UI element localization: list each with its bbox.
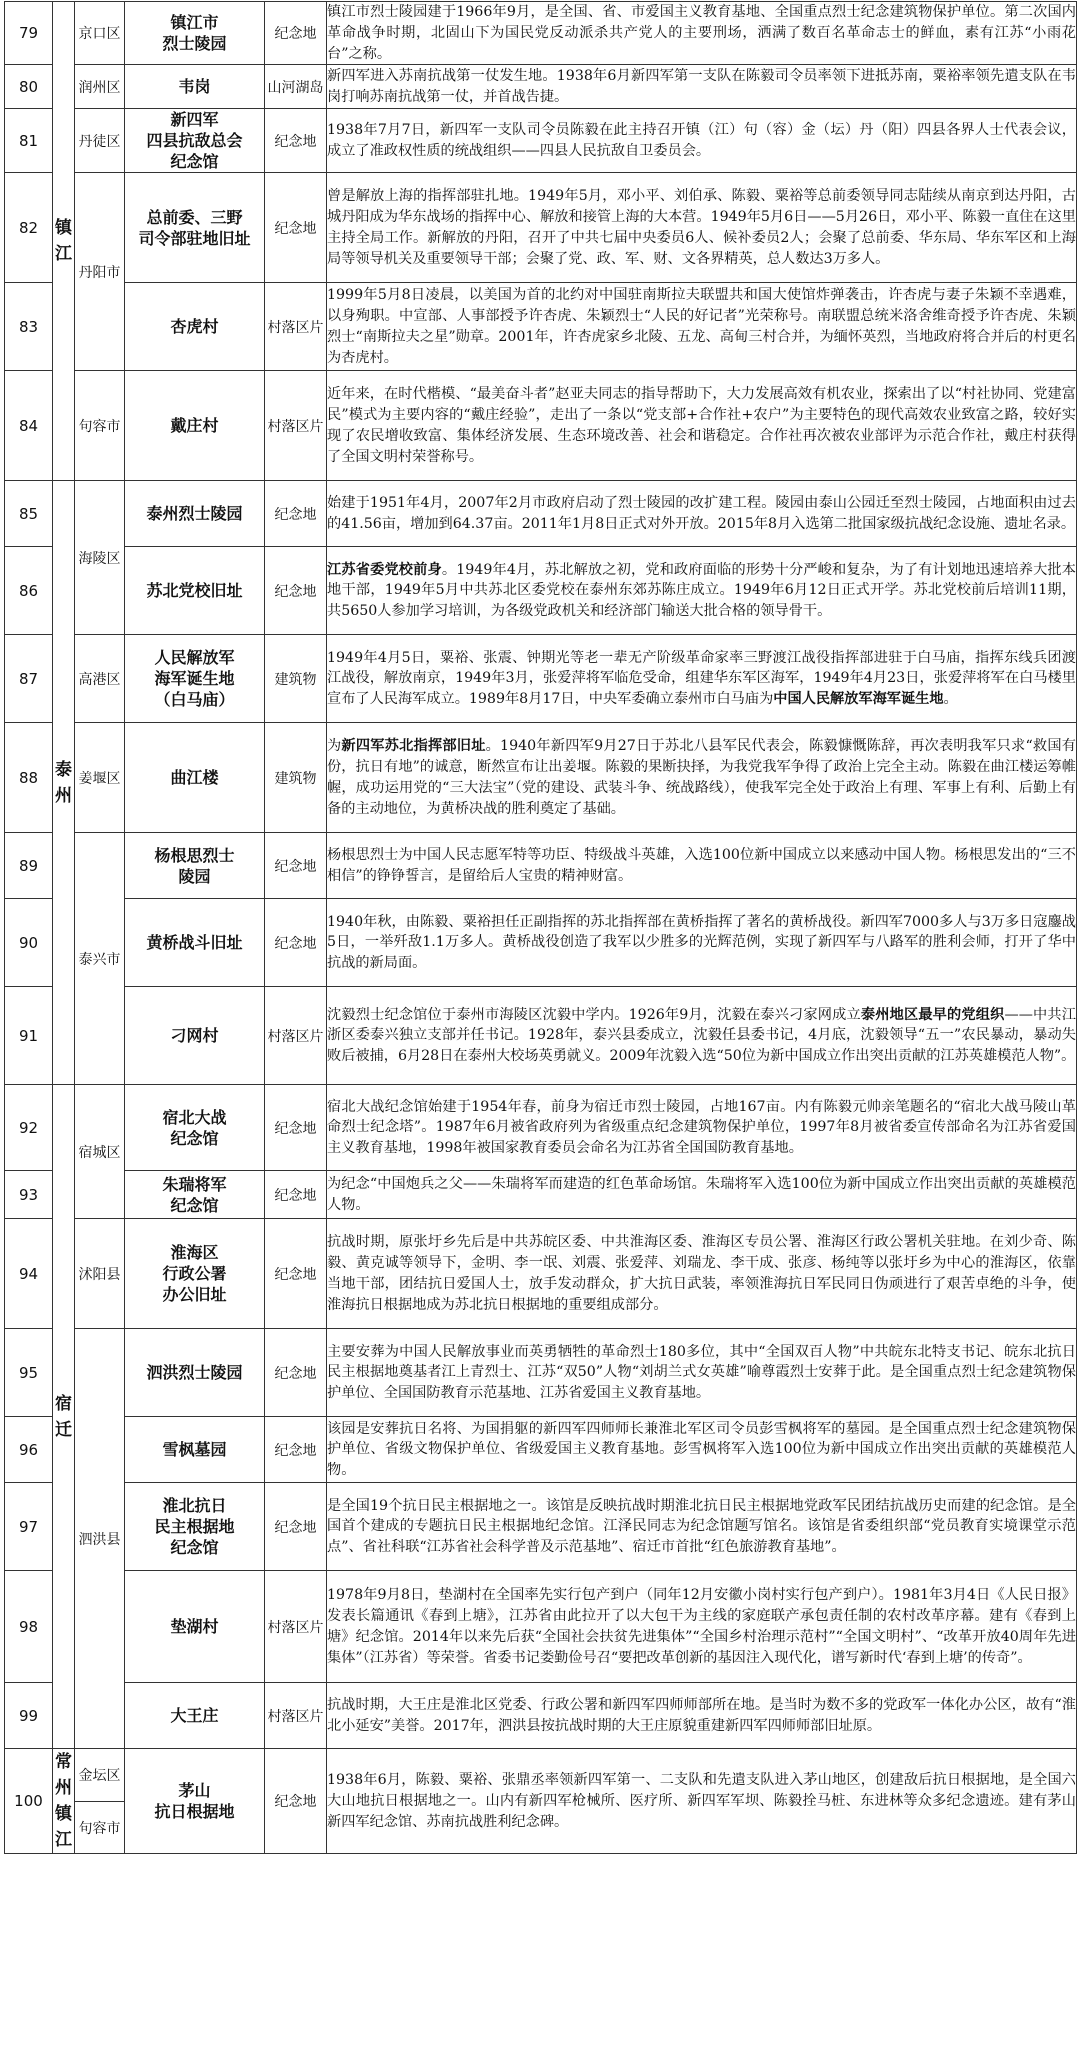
table-row: [5, 987, 1077, 1085]
site-name: 新四军 四县抗敌总会 纪念馆: [125, 109, 265, 173]
district-cell: 宿城区: [75, 1085, 125, 1219]
site-description: 始建于1951年4月，2007年2月市政府启动了烈士陵园的改扩建工程。陵园由泰山公园迁至烈士陵园，占地面积由过去的41.56亩，增加到64.37亩。2011年1月8日正式对外开放。2015年8月入选第二批国家级抗战纪念设施、遗址名录。: [327, 481, 1077, 547]
row-number: 90: [5, 899, 53, 987]
site-description: 主要安葬为中国人民解放事业而英勇牺牲的革命烈士180多位，其中“全国双百人物”中共皖东北特支书记、皖东北抗日民主根据地奠基者江上青烈士、江苏“双50”人物“刘胡兰式女英雄”喻尊霞烈士安葬于此。是全国重点烈士纪念建筑物保护单位、全国国防教育示范基地、江苏省爱国主义教育基地。: [327, 1329, 1077, 1417]
site-type: 山河湖岛: [265, 65, 327, 109]
row-number: 94: [5, 1219, 53, 1329]
table-row: [5, 1085, 1077, 1171]
row-number: 93: [5, 1171, 53, 1219]
site-type: 纪念地: [265, 109, 327, 173]
district-cell: 姜堰区: [75, 723, 125, 833]
site-name: 人民解放军 海军诞生地 （白马庙）: [125, 635, 265, 723]
row-number: 81: [5, 109, 53, 173]
site-name: 杨根思烈士 陵园: [125, 833, 265, 899]
site-name: 雪枫墓园: [125, 1417, 265, 1483]
site-description: 为纪念“中国炮兵之父——朱瑞将军而建造的红色革命场馆。朱瑞将军入选100位为新中国成立作出突出贡献的英雄模范人物。: [327, 1171, 1077, 1219]
site-type: 纪念地: [265, 547, 327, 635]
district-cell: 京口区: [75, 2, 125, 65]
site-name: 大王庄: [125, 1683, 265, 1749]
site-description: 1999年5月8日凌晨，以美国为首的北约对中国驻南斯拉夫联盟共和国大使馆炸弹袭击，许杏虎与妻子朱颖不幸遇难，以身殉职。中宣部、人事部授予许杏虎、朱颖烈士“人民的好记者”光荣称号。南联盟总统米洛舍维奇授予许杏虎、朱颖烈士“南斯拉夫之星”勋章。2001年，许杏虎家乡北陵、五龙、高甸三村合并，为缅怀英烈，当地政府将合并后的村更名为杏虎村。: [327, 283, 1077, 371]
district-cell: 句容市: [75, 371, 125, 481]
row-number: 83: [5, 283, 53, 371]
site-name: 杏虎村: [125, 283, 265, 371]
site-type: 村落区片: [265, 283, 327, 371]
table-row: [5, 1329, 1077, 1417]
description-text: ——中共江浙区委泰兴独立支部并任书记。1928年，泰兴县委成立，沈毅任县委书记，4月底，沈毅领导“五一”农民暴动，暴动失败后被捕，6月28日在泰州大校场英勇就义。2009年沈毅入选“50位为新中国成立作出突出贡献的江苏英雄模范人物”。: [327, 1006, 1076, 1065]
site-type: 纪念地: [265, 1483, 327, 1571]
district-cell: 句容市: [75, 1801, 125, 1854]
site-description: 宿北大战纪念馆始建于1954年春，前身为宿迁市烈士陵园，占地167亩。内有陈毅元帅亲笔题名的“宿北大战马陵山革命烈士纪念塔”。1987年6月被省政府列为省级重点纪念建筑物保护单位，1997年8月被省委宣传部命名为江苏省爱国主义教育基地，1998年被国家教育委员会命名为江苏省全国国防教育基地。: [327, 1085, 1077, 1171]
site-description: [327, 723, 1077, 833]
site-type: 纪念地: [265, 1219, 327, 1329]
description-highlight: 江苏省委党校前身: [327, 561, 442, 578]
site-description: [327, 635, 1077, 723]
site-type: 村落区片: [265, 1683, 327, 1749]
table-row: [5, 371, 1077, 481]
site-name: 泰州烈士陵园: [125, 481, 265, 547]
city-cell: [53, 481, 75, 1085]
row-number: 85: [5, 481, 53, 547]
table-row: [5, 723, 1077, 833]
row-number: 97: [5, 1483, 53, 1571]
row-number: 79: [5, 2, 53, 65]
description-tail: 。: [943, 691, 958, 708]
table-row: [5, 65, 1077, 109]
table-row: [5, 2, 1077, 65]
site-description: 1978年9月8日，垫湖村在全国率先实行包产到户（同年12月安徽小岗村实行包产到户）。1981年3月4日《人民日报》发表长篇通讯《春到上塘》，江苏省由此拉开了以大包干为主线的家庭联产承包责任制的农村改革序幕。建有《春到上塘》纪念馆。2014年以来先后获“全国社会扶贫先进集体”“全国乡村治理示范村”“全国文明村”、“改革开放40周年先进集体”（江苏省）等荣誉。省委书记娄勤俭号召“要把改革创新的基因注入现代化，谱写新时代‘春到上塘’的传奇”。: [327, 1571, 1077, 1683]
site-type: 纪念地: [265, 481, 327, 547]
site-name: 镇江市 烈士陵园: [125, 2, 265, 65]
table-row: [5, 1683, 1077, 1749]
site-type: 纪念地: [265, 833, 327, 899]
site-type: 纪念地: [265, 1171, 327, 1219]
site-type: 纪念地: [265, 173, 327, 283]
site-description: 新四军进入苏南抗战第一仗发生地。1938年6月新四军第一支队在陈毅司令员率领下进抵苏南，粟裕率领先遣支队在韦岗打响苏南抗战第一仗，并首战告捷。: [327, 65, 1077, 109]
table-row: [5, 1483, 1077, 1571]
district-cell: 丹阳市: [75, 173, 125, 371]
city-cell: [53, 2, 75, 481]
site-name: 总前委、三野 司令部驻地旧址: [125, 173, 265, 283]
table-row: [5, 1417, 1077, 1483]
row-number: 100: [5, 1749, 53, 1854]
row-number: 84: [5, 371, 53, 481]
table-row: [5, 635, 1077, 723]
district-cell: 润州区: [75, 65, 125, 109]
site-description: 是全国19个抗日民主根据地之一。该馆是反映抗战时期淮北抗日民主根据地党政军民团结抗战历史而建的纪念馆。是全国首个建成的专题抗日民主根据地纪念馆。江泽民同志为纪念馆题写馆名。该馆是省委组织部“党员教育实境课堂示范点”、省社科联“江苏省社会科学普及示范基地”、宿迁市首批“红色旅游教育基地”。: [327, 1483, 1077, 1571]
site-name: 戴庄村: [125, 371, 265, 481]
district-cell: 金坛区: [75, 1749, 125, 1802]
site-description: 杨根思烈士为中国人民志愿军特等功臣、特级战斗英雄，入选100位新中国成立以来感动中国人物。杨根思发出的“三不相信”的铮铮誓言，是留给后人宝贵的精神财富。: [327, 833, 1077, 899]
row-number: 88: [5, 723, 53, 833]
city-label: 镇江: [55, 218, 72, 265]
description-highlight: 泰州地区最早的党组织: [860, 1006, 1005, 1023]
site-type: 纪念地: [265, 1329, 327, 1417]
site-description: 1938年7月7日，新四军一支队司令员陈毅在此主持召开镇（江）句（容）金（坛）丹（阳）四县各界人士代表会议，成立了准政权性质的统战组织——四县人民抗敌自卫委员会。: [327, 109, 1077, 173]
site-type: 纪念地: [265, 1417, 327, 1483]
site-type: 村落区片: [265, 1571, 327, 1683]
row-number: 82: [5, 173, 53, 283]
site-name: 淮海区 行政公署 办公旧址: [125, 1219, 265, 1329]
site-description: 曾是解放上海的指挥部驻扎地。1949年5月，邓小平、刘伯承、陈毅、粟裕等总前委领导同志陆续从南京到达丹阳，古城丹阳成为华东战场的指挥中心、解放和接管上海的大本营。1949年5月6日——5月26日，邓小平、陈毅一直住在这里主持全局工作。新解放的丹阳，召开了中共七届中央委员6人、候补委员2人；会聚了总前委、华东局、华东军区和上海局等领导机关及重要领导干部；会聚了党、政、军、财、文各界精英，总人数达3万多人。: [327, 173, 1077, 283]
site-name: 垫湖村: [125, 1571, 265, 1683]
description-highlight: 新四军苏北指挥部旧址: [341, 738, 486, 755]
row-number: 92: [5, 1085, 53, 1171]
row-number: 91: [5, 987, 53, 1085]
site-description: 1940年秋，由陈毅、粟裕担任正副指挥的苏北指挥部在黄桥指挥了著名的黄桥战役。新四军7000多人与3万多日寇鏖战5日，一举歼敌1.1万多人。黄桥战役创造了我军以少胜多的光辉范例，实现了新四军与八路军的胜利会师，打开了华中抗战的新局面。: [327, 899, 1077, 987]
site-name: 刁网村: [125, 987, 265, 1085]
site-type: 建筑物: [265, 635, 327, 723]
city-cell: [53, 1749, 75, 1854]
district-cell: 海陵区: [75, 481, 125, 635]
site-description: 该园是安葬抗日名将、为国捐躯的新四军四师师长兼淮北军区司令员彭雪枫将军的墓园。是全国重点烈士纪念建筑物保护单位、省级文物保护单位、省级爱国主义教育基地。彭雪枫将军入选100位为新中国成立作出突出贡献的英雄模范人物。: [327, 1417, 1077, 1483]
description-text: 。1940年新四军9月27日于苏北八县军民代表会，陈毅慷慨陈辞，再次表明我军只求“救国有份，抗日有地”的诚意，断然宣布让出姜堰。陈毅的果断抉择，为我党我军争得了政治上完全主动。陈毅在曲江楼运筹帷幄，成功运用党的“三大法宝”（党的建设、武装斗争、统战路线），使我军完全处于政治上有理、军事上有利、后勤上有备的主动地位，为黄桥决战的胜利奠定了基础。: [327, 738, 1076, 817]
site-type: 纪念地: [265, 2, 327, 65]
table-row: [5, 109, 1077, 173]
district-cell: 沭阳县: [75, 1219, 125, 1329]
site-type: 纪念地: [265, 1749, 327, 1854]
site-name: 苏北党校旧址: [125, 547, 265, 635]
district-cell: 高港区: [75, 635, 125, 723]
site-description: 抗战时期，原张圩乡先后是中共苏皖区委、中共淮海区委、淮海区专员公署、淮海区行政公署机关驻地。在刘少奇、陈毅、黄克诚等领导下，金明、李一氓、刘震、张爱萍、刘瑞龙、李干成、张彦、杨纯等以张圩乡为中心的淮海区，依靠当地干部，团结抗日爱国人士，放手发动群众，扩大抗日武装，率领淮海抗日军民同日伪顽进行了艰苦卓绝的斗争，使淮海抗日根据地成为苏北抗日根据地的重要组成部分。: [327, 1219, 1077, 1329]
description-prefix: 为: [327, 738, 342, 755]
site-name: 淮北抗日 民主根据地 纪念馆: [125, 1483, 265, 1571]
site-name: 韦岗: [125, 65, 265, 109]
district-cell: 泰兴市: [75, 833, 125, 1085]
site-name: 朱瑞将军 纪念馆: [125, 1171, 265, 1219]
description-highlight: 中国人民解放军海军诞生地: [773, 691, 944, 708]
site-type: 建筑物: [265, 723, 327, 833]
row-number: 89: [5, 833, 53, 899]
district-cell: 丹徒区: [75, 109, 125, 173]
row-number: 86: [5, 547, 53, 635]
site-description: 抗战时期，大王庄是淮北区党委、行政公署和新四军四师师部所在地。是当时为数不多的党政军一体化办公区，故有“淮北小延安”美誉。2017年，泗洪县按抗战时期的大王庄原貌重建新四军四师师部旧址原。: [327, 1683, 1077, 1749]
table-row: [5, 283, 1077, 371]
city-label: 宿迁: [55, 1393, 72, 1440]
city-label: 泰州: [55, 759, 72, 806]
description-text: 。1949年4月，苏北解放之初，党和政府面临的形势十分严峻和复杂，为了有计划地迅速培养大批本地干部，1949年5月中共苏北区委党校在泰州东郊苏陈庄成立。1949年6月12日正式开学。苏北党校前后培训11期，共5650人参加学习培训，为各级党政机关和经济部门输送大批合格的领导骨干。: [327, 561, 1076, 620]
site-name: 曲江楼: [125, 723, 265, 833]
sites-table: [4, 1, 1077, 1854]
table-row: [5, 1571, 1077, 1683]
table-row: [5, 899, 1077, 987]
site-name: 茅山 抗日根据地: [125, 1749, 265, 1854]
table-row: [5, 1749, 1077, 1802]
row-number: 98: [5, 1571, 53, 1683]
site-description: [327, 987, 1077, 1085]
site-type: 纪念地: [265, 1085, 327, 1171]
row-number: 87: [5, 635, 53, 723]
row-number: 80: [5, 65, 53, 109]
site-name: 泗洪烈士陵园: [125, 1329, 265, 1417]
row-number: 95: [5, 1329, 53, 1417]
site-type: 村落区片: [265, 371, 327, 481]
site-name: 黄桥战斗旧址: [125, 899, 265, 987]
district-cell: 泗洪县: [75, 1329, 125, 1749]
site-type: 村落区片: [265, 987, 327, 1085]
site-description: 镇江市烈士陵园建于1966年9月，是全国、省、市爱国主义教育基地、全国重点烈士纪念建筑物保护单位。第二次国内革命战争时期，北固山下为国民党反动派杀共产党人的主要刑场，洒满了数百名革命志士的鲜血，素有江苏“小雨花台”之称。: [327, 2, 1077, 65]
table-row: [5, 833, 1077, 899]
city-label: 常州镇江: [55, 1752, 72, 1851]
site-name: 宿北大战 纪念馆: [125, 1085, 265, 1171]
row-number: 96: [5, 1417, 53, 1483]
table-row: [5, 1171, 1077, 1219]
site-type: 纪念地: [265, 899, 327, 987]
site-description: [327, 547, 1077, 635]
table-row: [5, 481, 1077, 547]
table-row: [5, 173, 1077, 283]
table-row: [5, 1219, 1077, 1329]
description-prefix: 沈毅烈士纪念馆位于泰州市海陵区沈毅中学内。1926年9月，沈毅在泰兴刁家网成立: [327, 1006, 861, 1023]
site-description: 1938年6月，陈毅、粟裕、张鼎丞率领新四军第一、二支队和先遣支队进入茅山地区，创建敌后抗日根据地，是全国六大山地抗日根据地之一。山内有新四军枪械所、医疗所、新四军军坝、陈毅拴马桩、东进林等众多纪念遗迹。建有茅山新四军纪念馆、苏南抗战胜利纪念碑。: [327, 1749, 1077, 1854]
site-description: 近年来，在时代楷模、“最美奋斗者”赵亚夫同志的指导帮助下，大力发展高效有机农业，探索出了以“村社协同、党建富民”模式为主要内容的“戴庄经验”，走出了一条以“党支部+合作社+农户”为主要特色的现代高效农业致富之路，较好实现了农民增收致富、集体经济发展、生态环境改善、社会和谐稳定。合作社再次被农业部评为示范合作社，戴庄村获得了全国文明村荣誉称号。: [327, 371, 1077, 481]
description-text: 1949年4月5日，粟裕、张震、钟期光等老一辈无产阶级革命家率三野渡江战役指挥部进驻于白马庙，指挥东线兵团渡江战役，解放南京，1949年3月，张爱萍将军临危受命，组建华东军区海军，1949年4月23日，张爱萍将军在白马楼里宣布了人民海军成立。1989年8月17日，中央军委确立泰州市白马庙为: [327, 649, 1076, 708]
city-cell: [53, 1085, 75, 1749]
table-row: [5, 547, 1077, 635]
row-number: 99: [5, 1683, 53, 1749]
